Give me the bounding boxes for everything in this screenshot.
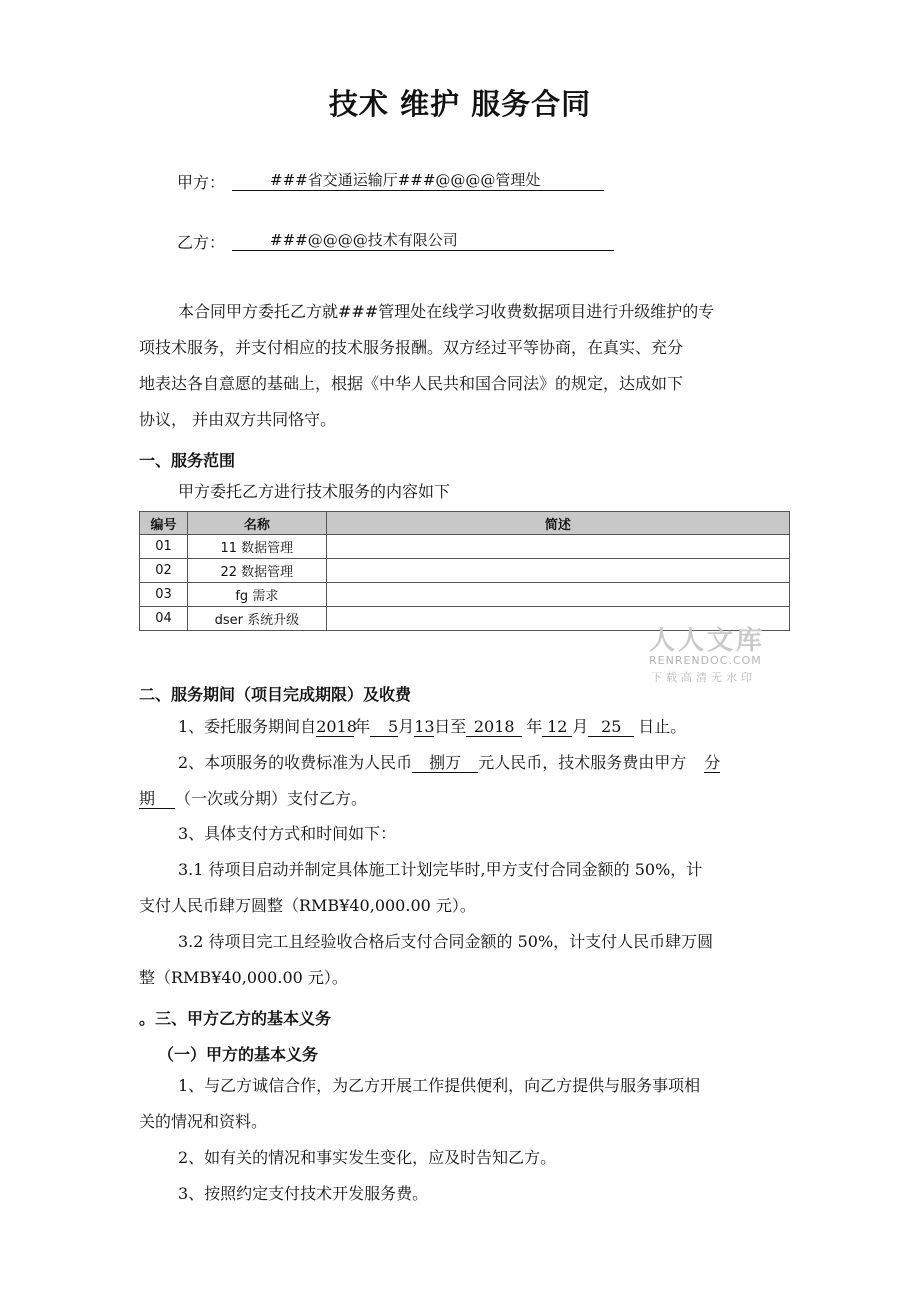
payment-method-part-1: 分 [704, 753, 721, 772]
period-start-month: 5 [370, 718, 398, 737]
intro-line-1: 本合同甲方委托乙方就###管理处在线学习收费数据项目进行升级维护的专 [178, 302, 715, 321]
period-end-text: 日止。 [638, 717, 687, 736]
watermark-logo: 人人文库 [649, 626, 766, 656]
party-b-label: 乙方： [177, 233, 226, 252]
cell-id: 03 [140, 583, 188, 607]
table-row [140, 535, 790, 559]
period-year2-char: 年 [526, 717, 543, 736]
party-a-duties-heading: （一）甲方的基本义务 [158, 1045, 319, 1064]
party-b-value: ###@@@@技术有限公司 [270, 231, 458, 249]
party-a-duty-1-line-2: 关的情况和资料。 [139, 1112, 268, 1131]
period-end-day: 25 [588, 718, 634, 737]
cell-desc [326, 583, 789, 607]
header-desc: 简述 [326, 512, 789, 535]
period-end-year: 2018 [466, 718, 522, 737]
party-a-duty-1-line-1: 1、与乙方诚信合作，为乙方开展工作提供便利，向乙方提供与服务事项相 [178, 1076, 701, 1095]
fee-suffix: （一次或分期）支付乙方。 [175, 789, 368, 808]
table-row [140, 559, 790, 583]
cell-id: 01 [140, 535, 188, 559]
document-title: 技术 维护 服务合同 [328, 87, 592, 121]
fee-amount: 捌万 [412, 754, 478, 773]
period-prefix: 1、委托服务期间自 [178, 717, 317, 736]
service-table [139, 511, 790, 631]
cell-name: dser 系统升级 [187, 607, 326, 631]
fee-line-2 [139, 790, 367, 809]
party-a-duty-3: 3、按照约定支付技术开发服务费。 [178, 1184, 429, 1203]
cell-name: 11 数据管理 [187, 535, 326, 559]
payment-3-2-line-1: 3.2 待项目完工且经验收合格后支付合同金额的 50%，计支付人民币肆万圆 [178, 932, 714, 951]
fee-line-1 [178, 754, 720, 773]
party-a-duty-2: 2、如有关的情况和事实发生变化，应及时告知乙方。 [178, 1148, 557, 1167]
party-a-line [232, 170, 604, 191]
party-a-value: ###省交通运输厅###@@@@管理处 [270, 171, 541, 189]
table-row [140, 583, 790, 607]
period-month2-char: 月 [572, 717, 589, 736]
period-start-day: 13 [414, 717, 435, 736]
cell-id: 02 [140, 559, 188, 583]
payment-3-1-line-1: 3.1 待项目启动并制定具体施工计划完毕时,甲方支付合同金额的 50%，计 [178, 860, 703, 879]
fee-prefix: 2、本项服务的收费标准为人民币 [178, 753, 413, 772]
table-header-row [140, 512, 790, 535]
period-end-month: 12 [542, 718, 572, 737]
period-year-char: 年 [354, 717, 371, 736]
cell-desc [326, 535, 789, 559]
intro-line-2: 项技术服务，并支付相应的技术服务报酬。双方经过平等协商，在真实、充分 [139, 338, 684, 357]
watermark-url: RENRENDOC.COM [649, 654, 762, 667]
payment-3-1-line-2: 支付人民币肆万圆整（RMB¥40,000.00 元）。 [139, 896, 476, 915]
service-period-line [178, 718, 686, 737]
period-month-char: 月 [398, 717, 415, 736]
section-3-heading: 。三、甲方乙方的基本义务 [139, 1009, 332, 1028]
header-name: 名称 [187, 512, 326, 535]
payment-terms-intro: 3、具体支付方式和时间如下： [178, 824, 397, 843]
party-b-line [232, 230, 614, 251]
fee-middle: 元人民币，技术服务费由甲方 [478, 753, 687, 772]
cell-id: 04 [140, 607, 188, 631]
cell-name: fg 需求 [187, 583, 326, 607]
intro-line-3: 地表达各自意愿的基础上，根据《中华人民共和国合同法》的规定，达成如下 [139, 374, 684, 393]
intro-line-4: 协议， 并由双方共同恪守。 [139, 410, 337, 429]
payment-method-part-2: 期 [139, 790, 175, 809]
party-a-label: 甲方： [177, 173, 226, 192]
cell-desc [326, 559, 789, 583]
period-start-year: 2018 [316, 717, 357, 736]
cell-name: 22 数据管理 [187, 559, 326, 583]
section-1-intro: 甲方委托乙方进行技术服务的内容如下 [178, 482, 451, 501]
payment-3-2-line-2: 整（RMB¥40,000.00 元）。 [139, 968, 348, 987]
watermark-subtitle: 下载高清无水印 [651, 671, 756, 684]
section-1-heading: 一、服务范围 [139, 451, 236, 470]
period-to-text: 日至 [434, 717, 467, 736]
section-2-heading: 二、服务期间（项目完成期限）及收费 [139, 685, 412, 704]
header-id: 编号 [140, 512, 188, 535]
